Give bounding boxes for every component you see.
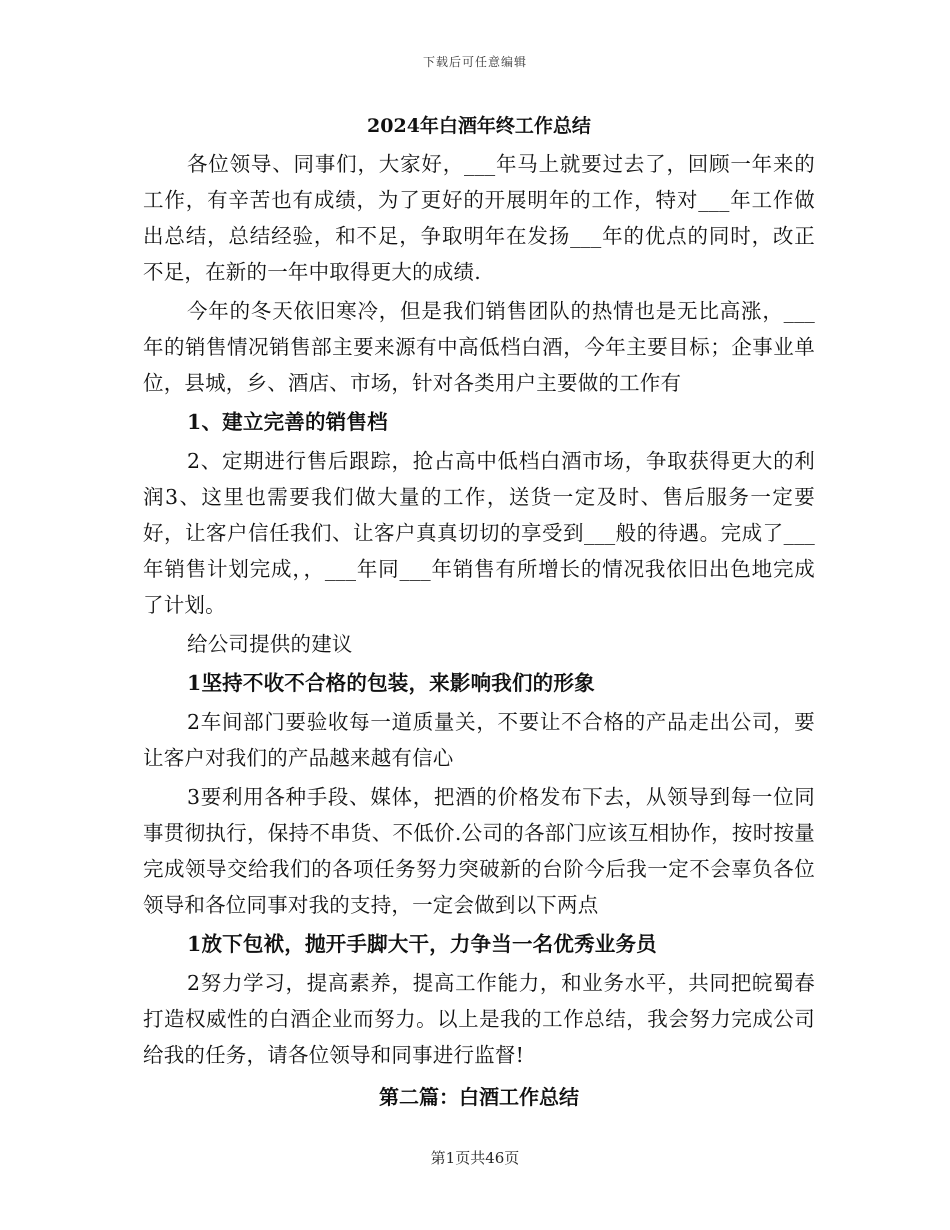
paragraph: 今年的冬天依旧寒冷，但是我们销售团队的热情也是无比高涨，___年的销售情况销售部主要来源有中高低档白酒，今年主要目标；企事业单位，县城，乡、酒店、市场，针对各类用户主要做的工作有: [143, 299, 815, 395]
page-footer: 第1页共46页: [430, 1149, 520, 1167]
header-note: 下载后可任意编辑: [422, 55, 527, 69]
paragraph: 给公司提供的建议: [187, 632, 353, 656]
paragraph: 1放下包袱，抛开手脚大干，力争当一名优秀业务员: [187, 932, 657, 956]
paragraph-list: [143, 146, 815, 1073]
paragraph: 各位领导、同事们，大家好，___年马上就要过去了，回顾一年来的工作，有辛苦也有成绩，为了更好的开展明年的工作，特对___年工作做出总结，总结经验，和不足，争取明年在发扬___年的优点的同时，改正不足，在新的一年中取得更大的成绩.: [143, 152, 815, 284]
paragraph: 1坚持不收不合格的包装，来影响我们的形象: [187, 671, 595, 695]
paragraph: 3要利用各种手段、媒体，把酒的价格发布下去，从领导到每一位同事贯彻执行，保持不串货、不低价.公司的各部门应该互相协作，按时按量完成领导交给我们的各项任务努力突破新的台阶今后我一定不会辜负各位领导和各位同事对我的支持，一定会做到以下两点: [143, 785, 815, 917]
paragraph: 2努力学习，提高素养，提高工作能力，和业务水平，共同把皖蜀春打造权威性的白酒企业而努力。以上是我的工作总结，我会努力完成公司给我的任务，请各位领导和同事进行监督!: [143, 971, 815, 1067]
document-body: [143, 110, 815, 1115]
paragraph: 1、建立完善的销售档: [187, 410, 388, 434]
paragraph: 2、定期进行售后跟踪，抢占高中低档白酒市场，争取获得更大的利润3、这里也需要我们做大量的工作，送货一定及时、售后服务一定要好，让客户信任我们、让客户真真切切的享受到___般的待遇。完成了___年销售计划完成，，___年同___年销售有所增长的情况我依旧出色地完成了计划。: [143, 449, 815, 617]
document-title: 2024年白酒年终工作总结: [367, 115, 591, 137]
paragraph: 2车间部门要验收每一道质量关，不要让不合格的产品走出公司，要让客户对我们的产品越来越有信心: [143, 710, 815, 770]
section-heading: 第二篇：白酒工作总结: [379, 1085, 579, 1109]
